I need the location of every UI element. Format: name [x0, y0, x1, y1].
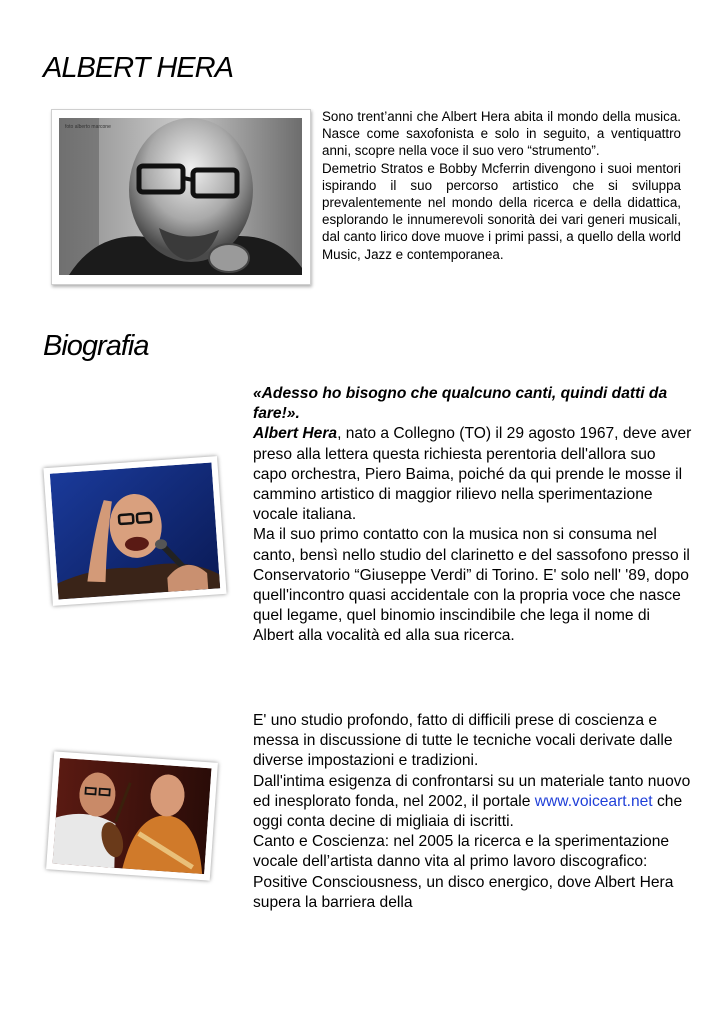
singing-photo [43, 456, 226, 606]
intro-text [322, 108, 681, 263]
intro-paragraph: Demetrio Stratos e Bobby Mcferrin divengono i suoi mentori ispirando il suo percorso artistico che si sviluppa prevalentemente nel mondo della ricerca e della didattica, esplorando le innumerevoli sonorità dei vari generi musicali, dal canto lirico dove muove i primi passi, a quello della world Music, Jazz e contemporanea. [322, 160, 681, 262]
biography-paragraph: Canto e Coscienza: nel 2005 la ricerca e la sperimentazione vocale dell’artista danno vita al primo lavoro discografico: Positive Consciousness, un disco energico, dove Albert Hera supera la barriera della [253, 833, 674, 911]
biography-quote: «Adesso ho bisogno che qualcuno canti, quindi datti da fare!». [253, 385, 668, 423]
duo-image [52, 758, 211, 874]
biography-paragraph: E' uno studio profondo, fatto di difficili prese di coscienza e messa in discussione di tutte le tecniche vocali derivate dalle diverse impostazioni e tradizioni. [253, 712, 673, 770]
intro-paragraph: Sono trent’anni che Albert Hera abita il mondo della musica. Nasce come saxofonista e solo in seguito, a ventiquattro anni, scopre nella voce il suo vero “strumento”. [322, 109, 681, 159]
artist-name: Albert Hera [253, 425, 338, 443]
biography-text: , nato a Collegno (TO) il 29 agosto 1967, deve aver preso alla lettera questa richiesta perentoria dell'allora suo capo orchestra, Piero Baima, poiché da qui prende le mosse il cammino artistico di maggior rilievo nella sperimentazione vocale italiana. [253, 425, 692, 524]
biography-block-2 [253, 711, 693, 913]
photo-caption: foto alberto marcone [65, 124, 111, 130]
page-title: ALBERT HERA [43, 52, 233, 84]
portrait-photo [51, 109, 311, 285]
portrait-image [59, 118, 302, 275]
voiceart-link[interactable]: www.voiceart.net [534, 792, 653, 810]
biography-text: Dall'intima esigenza di confrontarsi su un materiale tanto nuovo ed inesplorato fonda, nel 2002, il portale [253, 772, 691, 810]
biography-paragraph [253, 772, 693, 833]
biography-text: che oggi conta decine di migliaia di iscritti. [253, 792, 683, 831]
biography-quote-paragraph [253, 384, 693, 525]
singing-image [50, 463, 220, 600]
duo-photo [46, 751, 218, 880]
biography-paragraph: Ma il suo primo contatto con la musica non si consuma nel canto, bensì nello studio del clarinetto e del sassofono presso il Conservatorio “Giuseppe Verdi” di Torino. E' solo nell' '89, dopo quell'incontro quasi accidentale con la propria voce che nasce quel legame, quel binomio inscindibile che lega il nome di Albert alla vocalità ed alla sua ricerca. [253, 526, 690, 645]
section-title: Biografia [43, 330, 149, 362]
biography-block-1 [253, 384, 693, 647]
